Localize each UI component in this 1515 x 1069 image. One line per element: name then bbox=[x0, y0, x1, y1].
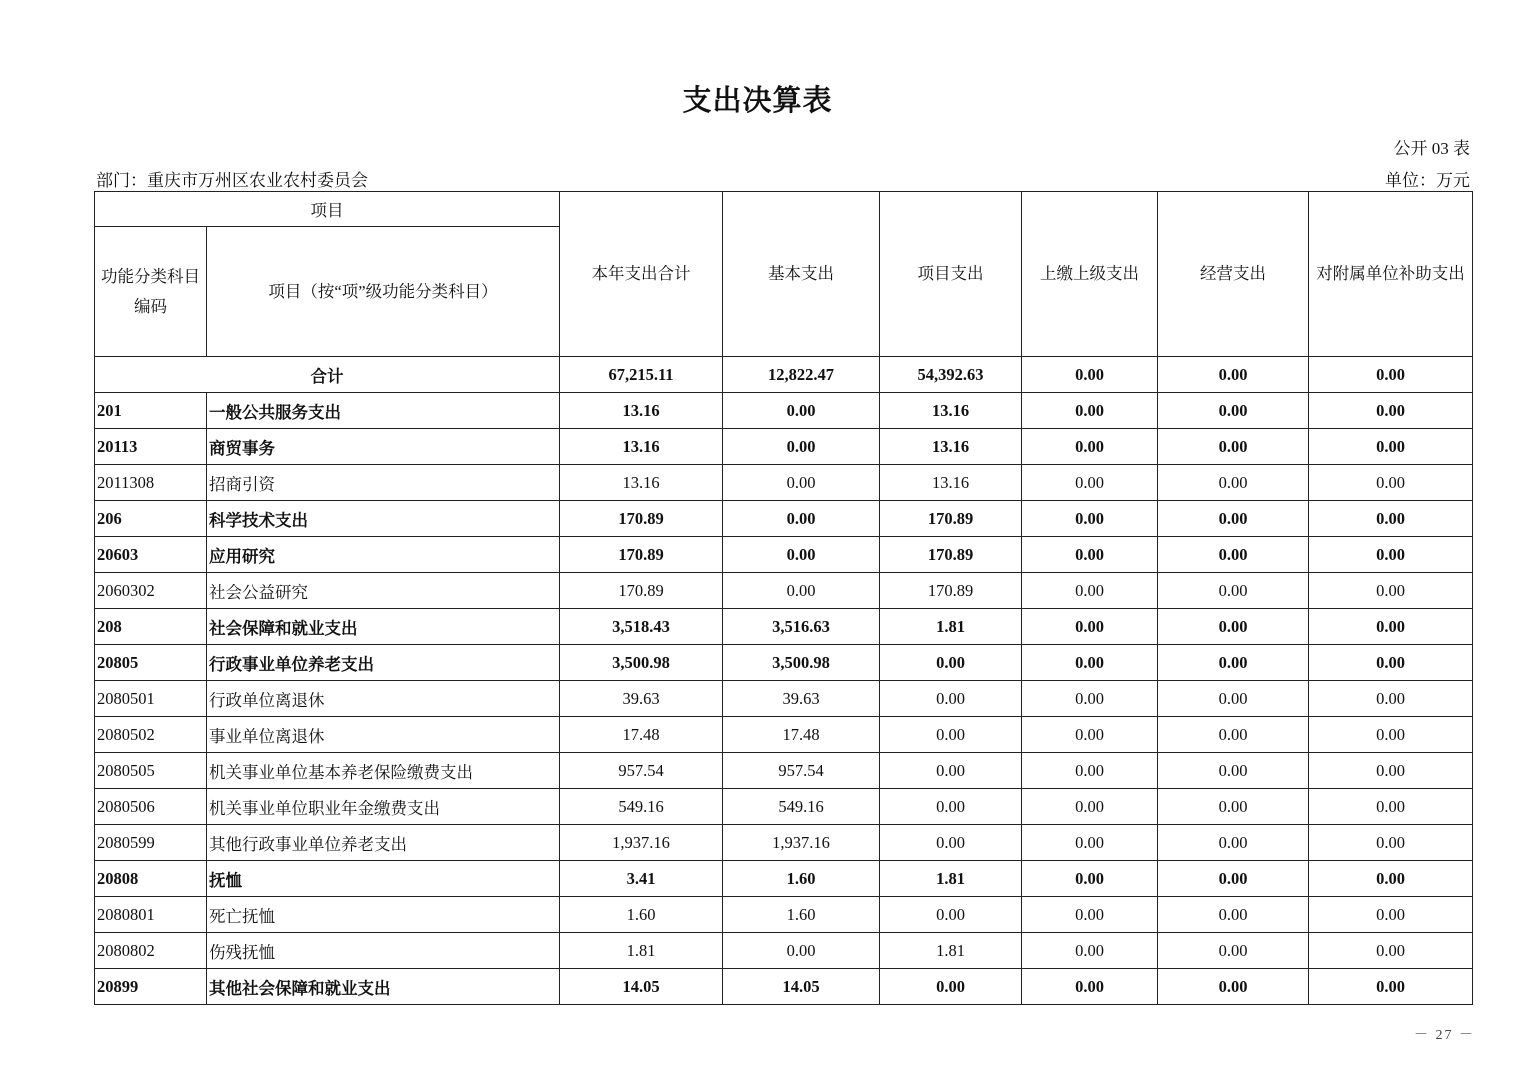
row-value-cell: 0.00 bbox=[723, 933, 880, 969]
row-code: 206 bbox=[95, 501, 207, 537]
row-value-cell: 0.00 bbox=[880, 825, 1022, 861]
table-row bbox=[95, 393, 1473, 429]
row-value-cell: 3,500.98 bbox=[723, 645, 880, 681]
row-value-cell: 0.00 bbox=[1022, 861, 1158, 897]
total-row bbox=[95, 357, 1473, 393]
row-value-cell: 0.00 bbox=[1309, 861, 1473, 897]
row-value-cell: 0.00 bbox=[1022, 933, 1158, 969]
page-title: 支出决算表 bbox=[682, 85, 833, 117]
row-code: 2080501 bbox=[95, 681, 207, 717]
row-value-cell: 1.81 bbox=[880, 609, 1022, 645]
row-value-cell: 0.00 bbox=[1309, 789, 1473, 825]
row-value-cell: 170.89 bbox=[560, 537, 723, 573]
row-value-cell: 0.00 bbox=[1022, 609, 1158, 645]
total-cell: 12,822.47 bbox=[723, 357, 880, 393]
row-value-cell: 14.05 bbox=[723, 969, 880, 1005]
total-cell: 0.00 bbox=[1022, 357, 1158, 393]
row-value-cell: 0.00 bbox=[723, 393, 880, 429]
header-operating-expenditure: 经营支出 bbox=[1158, 192, 1309, 357]
table-row bbox=[95, 573, 1473, 609]
row-value-cell: 3.41 bbox=[560, 861, 723, 897]
row-item-name: 商贸事务 bbox=[207, 429, 560, 465]
row-value-cell: 0.00 bbox=[1309, 645, 1473, 681]
table-row bbox=[95, 609, 1473, 645]
row-value-cell: 0.00 bbox=[1309, 753, 1473, 789]
page-number: － 27 － bbox=[1414, 1028, 1475, 1043]
expenditure-table bbox=[94, 191, 1473, 1005]
row-code: 2080599 bbox=[95, 825, 207, 861]
row-value-cell: 1.60 bbox=[723, 861, 880, 897]
row-value-cell: 0.00 bbox=[1022, 969, 1158, 1005]
table-row bbox=[95, 681, 1473, 717]
row-value-cell: 0.00 bbox=[1309, 681, 1473, 717]
row-value-cell: 0.00 bbox=[1022, 645, 1158, 681]
department-label: 部门：重庆市万州区农业农村委员会 bbox=[96, 171, 368, 190]
header-project-group: 项目 bbox=[95, 192, 560, 227]
row-code: 20805 bbox=[95, 645, 207, 681]
row-value-cell: 957.54 bbox=[560, 753, 723, 789]
header-basic-expenditure: 基本支出 bbox=[723, 192, 880, 357]
row-value-cell: 0.00 bbox=[1158, 861, 1309, 897]
row-value-cell: 13.16 bbox=[880, 393, 1022, 429]
row-value-cell: 0.00 bbox=[1309, 933, 1473, 969]
row-code: 201 bbox=[95, 393, 207, 429]
row-value-cell: 13.16 bbox=[880, 465, 1022, 501]
row-value-cell: 39.63 bbox=[723, 681, 880, 717]
header-subsidy-subsidiary: 对附属单位补助支出 bbox=[1309, 192, 1473, 357]
table-row bbox=[95, 789, 1473, 825]
row-value-cell: 0.00 bbox=[880, 897, 1022, 933]
row-item-name: 机关事业单位基本养老保险缴费支出 bbox=[207, 753, 560, 789]
row-code: 208 bbox=[95, 609, 207, 645]
row-item-name: 伤残抚恤 bbox=[207, 933, 560, 969]
row-value-cell: 0.00 bbox=[880, 645, 1022, 681]
row-value-cell: 0.00 bbox=[1022, 573, 1158, 609]
table-row bbox=[95, 897, 1473, 933]
row-value-cell: 1.81 bbox=[880, 933, 1022, 969]
row-value-cell: 0.00 bbox=[1158, 537, 1309, 573]
row-value-cell: 13.16 bbox=[560, 465, 723, 501]
row-code: 2080802 bbox=[95, 933, 207, 969]
header-project-expenditure: 项目支出 bbox=[880, 192, 1022, 357]
header-total-expenditure: 本年支出合计 bbox=[560, 192, 723, 357]
row-value-cell: 17.48 bbox=[723, 717, 880, 753]
row-value-cell: 0.00 bbox=[1158, 609, 1309, 645]
row-value-cell: 13.16 bbox=[560, 393, 723, 429]
row-value-cell: 0.00 bbox=[1309, 573, 1473, 609]
row-value-cell: 0.00 bbox=[723, 465, 880, 501]
table-row bbox=[95, 645, 1473, 681]
row-item-name: 社会保障和就业支出 bbox=[207, 609, 560, 645]
row-code: 20899 bbox=[95, 969, 207, 1005]
row-value-cell: 0.00 bbox=[1158, 393, 1309, 429]
row-value-cell: 0.00 bbox=[880, 789, 1022, 825]
table-row bbox=[95, 501, 1473, 537]
total-label: 合计 bbox=[95, 357, 560, 393]
row-value-cell: 0.00 bbox=[1158, 501, 1309, 537]
row-value-cell: 170.89 bbox=[880, 537, 1022, 573]
table-row bbox=[95, 465, 1473, 501]
row-value-cell: 170.89 bbox=[880, 573, 1022, 609]
total-cell: 67,215.11 bbox=[560, 357, 723, 393]
row-value-cell: 0.00 bbox=[1022, 825, 1158, 861]
row-code: 2060302 bbox=[95, 573, 207, 609]
row-code: 20603 bbox=[95, 537, 207, 573]
row-value-cell: 0.00 bbox=[1022, 393, 1158, 429]
row-item-name: 事业单位离退休 bbox=[207, 717, 560, 753]
row-value-cell: 170.89 bbox=[880, 501, 1022, 537]
row-value-cell: 1,937.16 bbox=[723, 825, 880, 861]
row-value-cell: 3,516.63 bbox=[723, 609, 880, 645]
row-value-cell: 0.00 bbox=[1158, 429, 1309, 465]
table-row bbox=[95, 861, 1473, 897]
row-value-cell: 0.00 bbox=[880, 969, 1022, 1005]
table-row bbox=[95, 825, 1473, 861]
row-value-cell: 0.00 bbox=[1158, 933, 1309, 969]
row-item-name: 一般公共服务支出 bbox=[207, 393, 560, 429]
row-value-cell: 0.00 bbox=[1022, 465, 1158, 501]
row-item-name: 死亡抚恤 bbox=[207, 897, 560, 933]
row-value-cell: 0.00 bbox=[1022, 537, 1158, 573]
row-value-cell: 0.00 bbox=[1158, 681, 1309, 717]
row-item-name: 科学技术支出 bbox=[207, 501, 560, 537]
row-item-name: 其他社会保障和就业支出 bbox=[207, 969, 560, 1005]
row-value-cell: 0.00 bbox=[1309, 537, 1473, 573]
row-value-cell: 0.00 bbox=[1309, 465, 1473, 501]
row-value-cell: 1.60 bbox=[560, 897, 723, 933]
row-item-name: 应用研究 bbox=[207, 537, 560, 573]
header-function-code: 功能分类科目编码 bbox=[95, 227, 207, 357]
row-value-cell: 3,500.98 bbox=[560, 645, 723, 681]
total-cell: 0.00 bbox=[1158, 357, 1309, 393]
row-value-cell: 0.00 bbox=[1022, 753, 1158, 789]
row-code: 2080801 bbox=[95, 897, 207, 933]
row-item-name: 其他行政事业单位养老支出 bbox=[207, 825, 560, 861]
row-value-cell: 549.16 bbox=[560, 789, 723, 825]
row-value-cell: 0.00 bbox=[1158, 717, 1309, 753]
row-value-cell: 0.00 bbox=[1309, 969, 1473, 1005]
row-value-cell: 39.63 bbox=[560, 681, 723, 717]
row-value-cell: 1.60 bbox=[723, 897, 880, 933]
row-value-cell: 17.48 bbox=[560, 717, 723, 753]
row-item-name: 社会公益研究 bbox=[207, 573, 560, 609]
row-value-cell: 0.00 bbox=[1158, 465, 1309, 501]
row-value-cell: 0.00 bbox=[1022, 897, 1158, 933]
row-value-cell: 0.00 bbox=[1022, 789, 1158, 825]
table-row bbox=[95, 933, 1473, 969]
row-value-cell: 0.00 bbox=[1022, 501, 1158, 537]
table-row bbox=[95, 753, 1473, 789]
row-value-cell: 0.00 bbox=[1022, 681, 1158, 717]
row-value-cell: 0.00 bbox=[1309, 501, 1473, 537]
row-value-cell: 0.00 bbox=[723, 429, 880, 465]
row-value-cell: 0.00 bbox=[723, 573, 880, 609]
row-value-cell: 0.00 bbox=[880, 681, 1022, 717]
row-value-cell: 13.16 bbox=[560, 429, 723, 465]
header-row-group bbox=[95, 192, 1473, 227]
row-value-cell: 0.00 bbox=[1309, 393, 1473, 429]
table-row bbox=[95, 537, 1473, 573]
row-value-cell: 0.00 bbox=[723, 501, 880, 537]
row-value-cell: 170.89 bbox=[560, 501, 723, 537]
header-remit-superior: 上缴上级支出 bbox=[1022, 192, 1158, 357]
row-value-cell: 0.00 bbox=[1158, 645, 1309, 681]
row-value-cell: 3,518.43 bbox=[560, 609, 723, 645]
row-code: 20808 bbox=[95, 861, 207, 897]
row-value-cell: 0.00 bbox=[1309, 825, 1473, 861]
row-value-cell: 0.00 bbox=[1022, 717, 1158, 753]
row-value-cell: 0.00 bbox=[1309, 717, 1473, 753]
row-value-cell: 549.16 bbox=[723, 789, 880, 825]
row-value-cell: 0.00 bbox=[1309, 429, 1473, 465]
row-value-cell: 170.89 bbox=[560, 573, 723, 609]
row-value-cell: 0.00 bbox=[880, 753, 1022, 789]
row-code: 2080502 bbox=[95, 717, 207, 753]
row-value-cell: 0.00 bbox=[1309, 609, 1473, 645]
row-value-cell: 0.00 bbox=[1158, 825, 1309, 861]
row-code: 2011308 bbox=[95, 465, 207, 501]
unit-label: 单位：万元 bbox=[1385, 171, 1470, 190]
row-item-name: 招商引资 bbox=[207, 465, 560, 501]
form-number: 公开 03 表 bbox=[1393, 139, 1470, 158]
row-item-name: 抚恤 bbox=[207, 861, 560, 897]
total-cell: 54,392.63 bbox=[880, 357, 1022, 393]
table-row bbox=[95, 969, 1473, 1005]
row-value-cell: 13.16 bbox=[880, 429, 1022, 465]
row-code: 2080505 bbox=[95, 753, 207, 789]
row-item-name: 行政单位离退休 bbox=[207, 681, 560, 717]
table-row bbox=[95, 429, 1473, 465]
header-function-item: 项目（按“项”级功能分类科目） bbox=[207, 227, 560, 357]
row-value-cell: 957.54 bbox=[723, 753, 880, 789]
row-value-cell: 0.00 bbox=[1158, 897, 1309, 933]
row-value-cell: 0.00 bbox=[723, 537, 880, 573]
row-value-cell: 1.81 bbox=[880, 861, 1022, 897]
row-code: 2080506 bbox=[95, 789, 207, 825]
row-value-cell: 1.81 bbox=[560, 933, 723, 969]
total-cell: 0.00 bbox=[1309, 357, 1473, 393]
row-code: 20113 bbox=[95, 429, 207, 465]
row-value-cell: 0.00 bbox=[880, 717, 1022, 753]
row-item-name: 机关事业单位职业年金缴费支出 bbox=[207, 789, 560, 825]
row-value-cell: 0.00 bbox=[1158, 789, 1309, 825]
row-value-cell: 0.00 bbox=[1022, 429, 1158, 465]
row-value-cell: 0.00 bbox=[1158, 753, 1309, 789]
row-value-cell: 14.05 bbox=[560, 969, 723, 1005]
row-value-cell: 0.00 bbox=[1158, 573, 1309, 609]
row-item-name: 行政事业单位养老支出 bbox=[207, 645, 560, 681]
row-value-cell: 1,937.16 bbox=[560, 825, 723, 861]
row-value-cell: 0.00 bbox=[1309, 897, 1473, 933]
row-value-cell: 0.00 bbox=[1158, 969, 1309, 1005]
table-row bbox=[95, 717, 1473, 753]
